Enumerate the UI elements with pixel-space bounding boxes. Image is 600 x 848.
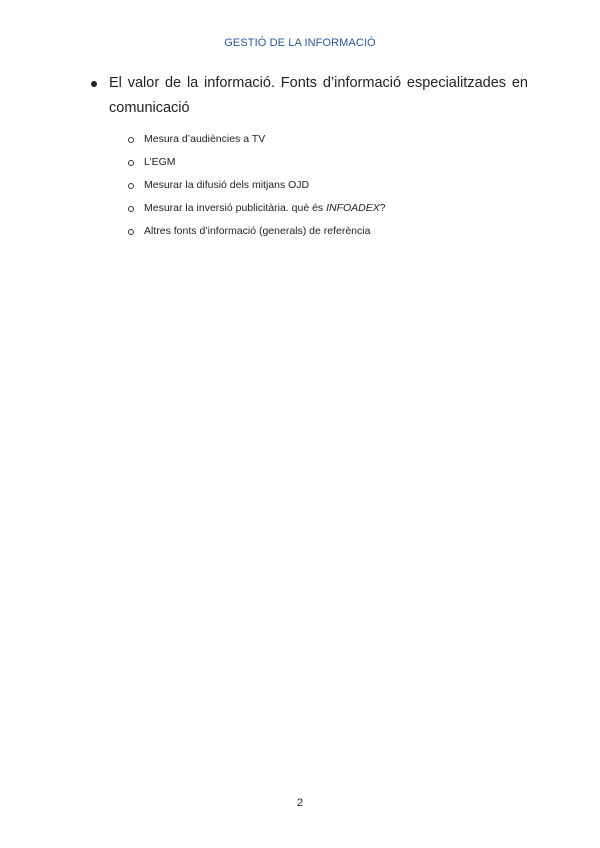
main-list-item xyxy=(88,71,528,121)
hollow-bullet-icon xyxy=(128,183,134,189)
sub-list xyxy=(88,128,528,243)
sub-list-item xyxy=(88,174,528,197)
sub-list-item xyxy=(88,220,528,243)
sub-list-item xyxy=(88,197,528,220)
sub-item-text: Mesura d’audiències a TV xyxy=(144,133,266,145)
sub-item-text-prefix: Mesurar la inversió publicitària. què és xyxy=(144,202,327,214)
page-number: 2 xyxy=(296,797,304,809)
filled-bullet-icon xyxy=(91,81,97,87)
sub-list-item xyxy=(88,128,528,151)
sub-item-italic-term: INFOADEX xyxy=(326,202,380,214)
page-header: GESTIÓ DE LA INFORMACIÓ xyxy=(224,37,376,49)
main-item-text: El valor de la informació. Fonts d’informació especialitzades en comunicació xyxy=(109,75,528,116)
hollow-bullet-icon xyxy=(128,229,134,235)
hollow-bullet-icon xyxy=(128,137,134,143)
sub-item-text: Altres fonts d’informació (generals) de referència xyxy=(144,225,371,237)
page-content xyxy=(88,71,528,243)
hollow-bullet-icon xyxy=(128,206,134,212)
sub-item-text: Mesurar la difusió dels mitjans OJD xyxy=(144,179,310,191)
hollow-bullet-icon xyxy=(128,160,134,166)
sub-item-text: L’EGM xyxy=(144,156,176,168)
sub-item-text-suffix: ? xyxy=(379,202,386,214)
sub-list-item xyxy=(88,151,528,174)
